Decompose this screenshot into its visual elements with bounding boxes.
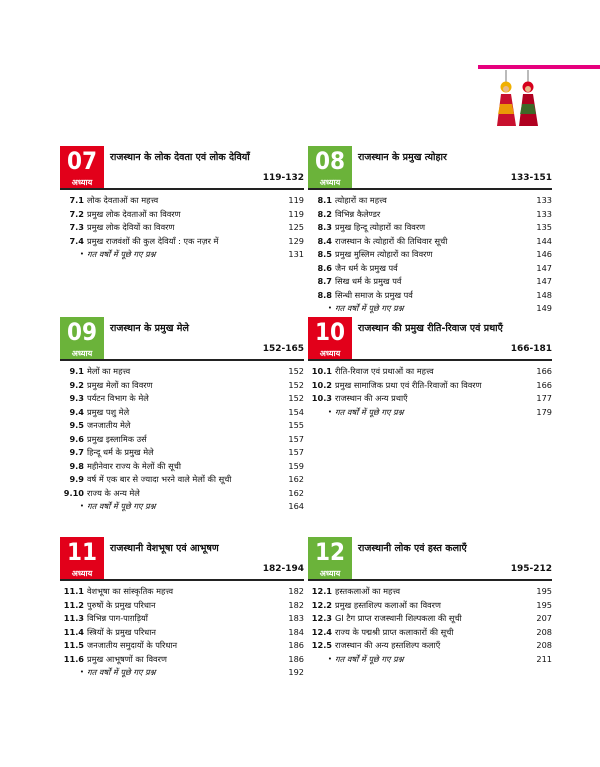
toc-entry-number: 11.6 [63,653,84,664]
rajasthani-puppets-icon [488,70,548,128]
chapter-block-12 [308,537,552,666]
toc-entry-page: 179 [536,406,552,417]
chapter-number: 11 [66,538,98,566]
chapter-block-07 [60,146,304,262]
toc-entry-number: 9.1 [69,366,84,376]
toc-entry[interactable] [60,379,304,393]
toc-entry[interactable] [60,599,304,613]
toc-entry[interactable] [60,446,304,460]
toc-entry-number: 9.3 [69,393,84,403]
toc-entry[interactable] [60,460,304,474]
toc-entry-page: 208 [536,640,552,650]
toc-entry[interactable] [308,262,552,276]
toc-entry-page: 129 [288,235,304,246]
toc-entry[interactable] [308,221,552,235]
toc-entry[interactable] [60,221,304,235]
toc-entry-number: 11.5 [63,640,84,650]
chapter-page-range: 152-165 [262,344,304,354]
toc-entry-page: 182 [288,599,304,610]
toc-entry[interactable] [60,194,304,208]
chapter-header [60,537,304,581]
toc-entry-number: • [327,304,332,312]
toc-list [308,365,552,419]
toc-entry-title: प्रमुख लोक देवताओं का विवरण [87,208,181,219]
toc-entry-page: 144 [536,235,552,246]
toc-entry-number: 10.3 [311,393,332,403]
toc-entry-page: 135 [536,222,552,232]
toc-entry[interactable] [60,653,304,667]
chapter-number-badge [60,537,104,581]
toc-entry-page: 182 [288,586,304,596]
toc-entry-title: गत वर्षों में पूछे गए प्रश्न [87,249,156,259]
toc-entry-number: 12.4 [311,626,332,637]
chapter-label: अध्याय [319,569,341,578]
toc-entry-number: 8.4 [317,235,332,246]
toc-entry-title: राज्य के पद्मश्री प्राप्त कलाकारों की सूची [335,626,454,637]
toc-entry[interactable] [60,487,304,501]
toc-entry-title: गत वर्षों में पूछे गए प्रश्न [335,303,404,313]
toc-entry-number: 8.1 [317,195,332,205]
toc-entry-page: 208 [536,626,552,637]
chapter-header [308,146,552,190]
toc-entry-page: 148 [536,289,552,300]
toc-entry-title: प्रमुख पशु मेले [87,406,130,417]
toc-entry-number: 9.2 [69,379,84,390]
toc-entry-title: प्रमुख राजवंशों की कुल देवियाँ : एक नज़र में [87,235,219,246]
chapter-page-range: 119-132 [262,173,304,183]
toc-entry-title: हस्तकलाओं का महत्त्व [335,586,401,596]
toc-entry-page: 162 [288,487,304,498]
chapter-label: अध्याय [319,178,341,187]
toc-entry-title: गत वर्षों में पूछे गए प्रश्न [87,667,156,677]
toc-entry-page: 207 [536,613,552,623]
toc-entry[interactable] [308,585,552,599]
toc-entry-number: 9.9 [69,474,84,484]
toc-list [60,365,304,514]
chapter-label: अध्याय [71,569,93,578]
chapter-block-09 [60,317,304,514]
toc-entry-title: त्योहारों का महत्त्व [335,195,387,205]
chapter-number: 12 [314,538,346,566]
chapter-title: राजस्थान के प्रमुख मेले [110,323,189,334]
previous-questions-entry[interactable] [60,500,304,514]
toc-entry-title: प्रमुख आभूषणों का विवरण [87,653,167,664]
toc-entry-page: 166 [536,379,552,390]
toc-entry-number: • [79,502,84,510]
toc-entry[interactable] [308,599,552,613]
toc-entry[interactable] [60,585,304,599]
toc-entry-page: 149 [536,303,552,313]
toc-entry-number: 8.6 [317,262,332,273]
chapter-number-badge [308,146,352,190]
toc-entry-number: 7.1 [69,195,84,205]
toc-entry[interactable] [308,379,552,393]
chapter-page-range: 195-212 [510,564,552,574]
chapter-divider [308,188,552,190]
toc-entry-page: 147 [536,262,552,273]
toc-entry[interactable] [308,639,552,653]
toc-entry-number: • [79,668,84,676]
toc-entry-title: गत वर्षों में पूछे गए प्रश्न [335,406,404,417]
toc-entry-title: पुरुषों के प्रमुख परिधान [87,599,156,610]
toc-entry[interactable] [60,235,304,249]
toc-entry[interactable] [60,406,304,420]
toc-entry-page: 119 [288,208,304,219]
toc-entry-page: 133 [536,208,552,219]
toc-entry-title: पर्यटन विभाग के मेले [87,393,149,403]
toc-entry-page: 162 [288,474,304,484]
toc-entry-page: 152 [288,393,304,403]
chapter-divider [308,359,552,361]
toc-entry-number: 11.3 [63,613,84,623]
chapter-divider [60,359,304,361]
chapter-header [60,146,304,190]
toc-entry-title: राजस्थान की अन्य प्रथाएँ [335,393,408,403]
toc-entry-number: 8.3 [317,222,332,232]
toc-entry[interactable] [308,194,552,208]
toc-entry[interactable] [60,639,304,653]
toc-entry-title: वर्ष में एक बार से ज्यादा भरने वाले मेलों की सूची [87,474,232,484]
toc-entry-page: 186 [288,653,304,664]
chapter-number: 08 [314,147,346,175]
toc-entry-title: राजस्थान की अन्य हस्तशिल्प कलाएँ [335,640,441,650]
toc-entry-title: वेशभूषा का सांस्कृतिक महत्त्व [87,586,174,596]
chapter-block-11 [60,537,304,680]
toc-entry[interactable] [60,419,304,433]
toc-entry-title: विभिन्न कैलेण्डर [335,208,381,219]
toc-entry-page: 164 [288,501,304,511]
toc-entry-page: 195 [536,599,552,610]
toc-entry-number: 11.4 [63,626,84,637]
toc-entry-title: प्रमुख सामाजिक प्रथा एवं रीति-रिवाजों का विवरण [335,379,482,390]
toc-entry-title: जैन धर्म के प्रमुख पर्व [335,262,398,273]
toc-entry-title: प्रमुख हस्तशिल्प कलाओं का विवरण [335,599,441,610]
toc-entry-title: लोक देवताओं का महत्त्व [87,195,159,205]
toc-entry-number: 12.3 [311,613,332,623]
toc-entry-title: विभिन्न पाग-पाग़ड़ियाँ [87,613,148,623]
toc-entry-number: 8.8 [317,289,332,300]
chapter-title: राजस्थान के लोक देवता एवं लोक देवियाँ [110,152,250,163]
toc-entry[interactable] [308,208,552,222]
toc-entry-number: • [327,407,332,416]
toc-entry-page: 183 [288,613,304,623]
toc-entry-number: 7.4 [69,235,84,246]
toc-list [308,194,552,316]
toc-entry-page: 133 [536,195,552,205]
chapter-number-badge [60,146,104,190]
toc-entry-page: 152 [288,366,304,376]
chapter-page-range: 166-181 [510,344,552,354]
toc-entry-number: 8.2 [317,208,332,219]
toc-entry-number: 11.1 [63,586,84,596]
chapter-label: अध्याय [71,349,93,358]
toc-entry-title: महीनेवार राज्य के मेलों की सूची [87,460,181,471]
toc-entry-number: 9.5 [69,420,84,430]
toc-entry-number: 7.3 [69,222,84,232]
toc-entry-page: 166 [536,366,552,376]
toc-entry-title: मेलों का महत्त्व [87,366,131,376]
previous-questions-entry[interactable] [60,666,304,680]
toc-entry-title: राजस्थान के त्योहारों की तिथिवार सूची [335,235,448,246]
toc-entry[interactable] [308,289,552,303]
toc-entry-number: 9.6 [69,433,84,444]
toc-entry-number: 10.2 [311,379,332,390]
chapter-header [60,317,304,361]
toc-entry-number: 9.7 [69,447,84,457]
toc-entry-page: 154 [288,406,304,417]
toc-entry-title: हिन्दू धर्म के प्रमुख मेले [87,447,154,457]
toc-entry-number: 8.5 [317,249,332,259]
toc-entry-number: • [79,250,84,258]
chapter-label: अध्याय [71,178,93,187]
toc-entry-number: 9.10 [63,487,84,498]
toc-entry-title: रीति-रिवाज एवं प्रथाओं का महत्त्व [335,366,434,376]
toc-entry[interactable] [60,473,304,487]
toc-entry[interactable] [60,626,304,640]
toc-entry[interactable] [308,365,552,379]
chapter-number-badge [308,537,352,581]
toc-entry-page: 119 [288,195,304,205]
toc-list [60,194,304,262]
toc-entry-title: प्रमुख हिन्दू त्योहारों का विवरण [335,222,426,232]
chapter-block-10 [308,317,552,419]
toc-entry-number: 7.2 [69,208,84,219]
toc-entry-number: 8.7 [317,276,332,286]
toc-entry-page: 159 [288,460,304,471]
chapter-header [308,317,552,361]
toc-entry-page: 125 [288,222,304,232]
toc-entry[interactable] [60,433,304,447]
toc-entry-page: 157 [288,447,304,457]
toc-entry-page: 211 [536,653,552,664]
toc-entry-page: 155 [288,420,304,430]
toc-entry-page: 195 [536,586,552,596]
toc-entry-title: गत वर्षों में पूछे गए प्रश्न [335,653,404,664]
toc-entry-page: 152 [288,379,304,390]
toc-entry-title: प्रमुख मुस्लिम त्योहारों का विवरण [335,249,433,259]
toc-entry-title: GI टैग प्राप्त राजस्थानी शिल्पकला की सूची [335,613,462,623]
chapter-header [308,537,552,581]
toc-entry-page: 147 [536,276,552,286]
toc-list [308,585,552,666]
toc-entry-title: सिन्धी समाज के प्रमुख पर्व [335,289,413,300]
chapter-divider [308,579,552,581]
toc-entry-number: • [327,654,332,663]
toc-entry-title: सिख धर्म के प्रमुख पर्व [335,276,402,286]
toc-entry-page: 184 [288,626,304,637]
chapter-block-08 [308,146,552,316]
toc-entry-number: 9.8 [69,460,84,471]
chapter-number-badge [308,317,352,361]
chapter-title: राजस्थानी वेशभूषा एवं आभूषण [110,543,219,554]
chapter-label: अध्याय [319,349,341,358]
toc-entry[interactable] [60,392,304,406]
toc-entry[interactable] [308,626,552,640]
toc-entry-number: 11.2 [63,599,84,610]
toc-entry[interactable] [60,365,304,379]
chapter-divider [60,579,304,581]
toc-entry-title: प्रमुख लोक देवियों का विवरण [87,222,175,232]
toc-entry-title: प्रमुख इस्लामिक उर्स [87,433,147,444]
toc-entry-number: 9.4 [69,406,84,417]
chapter-page-range: 133-151 [510,173,552,183]
previous-questions-entry[interactable] [308,406,552,420]
toc-entry-page: 131 [288,249,304,259]
chapter-title: राजस्थान की प्रमुख रीति-रिवाज एवं प्रथाएँ [358,323,503,334]
toc-entry-title: स्त्रियों के प्रमुख परिधान [87,626,156,637]
toc-entry[interactable] [308,235,552,249]
toc-entry[interactable] [308,275,552,289]
chapter-number-badge [60,317,104,361]
toc-entry-title: राज्य के अन्य मेले [87,487,140,498]
toc-entry-number: 12.2 [311,599,332,610]
toc-entry-title: जनजातीय मेले [87,420,131,430]
toc-entry-page: 192 [288,667,304,677]
chapter-title: राजस्थान के प्रमुख त्योहार [358,152,447,163]
chapter-page-range: 182-194 [262,564,304,574]
toc-entry-number: 10.1 [311,366,332,376]
toc-entry[interactable] [308,248,552,262]
chapter-number: 10 [314,318,346,346]
toc-entry[interactable] [60,612,304,626]
previous-questions-entry[interactable] [308,302,552,316]
previous-questions-entry[interactable] [308,653,552,667]
chapter-number: 07 [66,147,98,175]
chapter-number: 09 [66,318,98,346]
decorative-top-bar [478,65,600,69]
toc-entry[interactable] [308,612,552,626]
toc-entry-title: गत वर्षों में पूछे गए प्रश्न [87,501,156,511]
toc-entry[interactable] [60,208,304,222]
toc-list [60,585,304,680]
toc-entry-page: 157 [288,433,304,444]
toc-entry-page: 186 [288,640,304,650]
previous-questions-entry[interactable] [60,248,304,262]
toc-entry-title: प्रमुख मेलों का विवरण [87,379,153,390]
toc-entry-page: 177 [536,393,552,403]
toc-entry-page: 146 [536,249,552,259]
chapter-divider [60,188,304,190]
toc-entry-title: जनजातीय समुदायों के परिधान [87,640,178,650]
toc-entry-number: 12.5 [311,640,332,650]
chapter-title: राजस्थानी लोक एवं हस्त कलाएँ [358,543,467,554]
toc-entry-number: 12.1 [311,586,332,596]
toc-entry[interactable] [308,392,552,406]
